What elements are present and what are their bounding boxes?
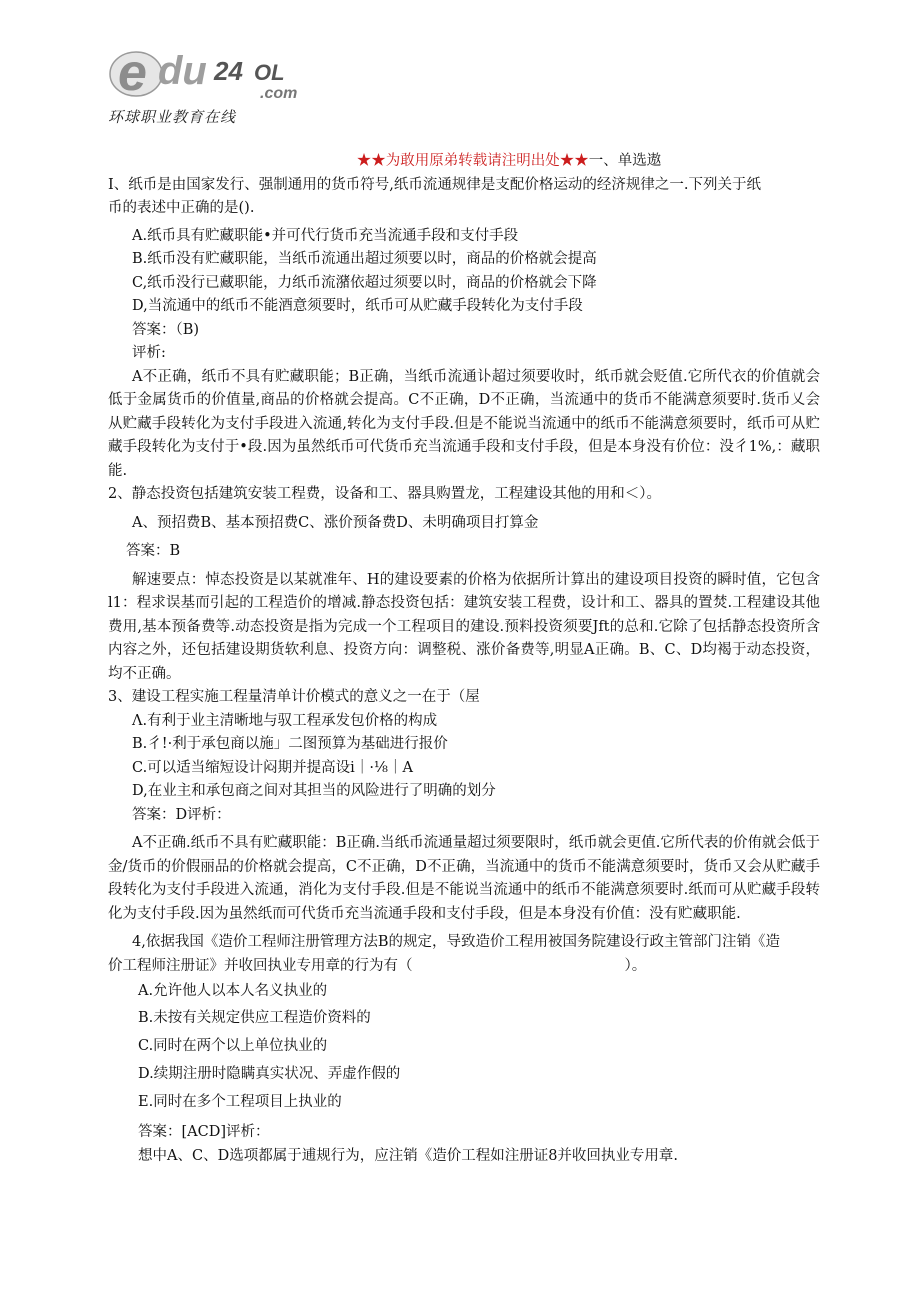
q1-analysis: A不正确，纸币不具有贮藏职能；B正确，当纸币流通讣超过须要收时，纸币就会贬值.它所代衣的价值就会低于金属货币的价值量,商品的价格就会提高。C不正确，D不正确，当流通中的货币不能满意须要时.货币乂会从贮藏手段转化为支付手段进入流通,转化为支付手段.但是不能说当流通中的纸币不能满意须要时，纸币可从贮藏手段转化为支付于•段.因为虽然纸币可代货币充当流通手段和支付手段，但是本身没有价位：没彳1%,：藏职能. — [108, 368, 820, 479]
edu24ol-logo-graphic — [108, 40, 328, 106]
svg-text:e: e — [118, 44, 147, 102]
q1-stem-line1: I、纸币是由国家发行、强制通用的货币符号,纸币流通规律是支配价格运动的经济规律之一.下列关于纸 — [108, 176, 761, 193]
svg-text:24: 24 — [214, 56, 243, 86]
section-heading: 一、单选遨 — [588, 153, 662, 169]
q4-option-c: C.同时在两个以上单位执业的 — [138, 1038, 328, 1054]
q1-answer: 答案：（B) — [132, 321, 200, 338]
svg-text:.com: .com — [260, 85, 298, 102]
q2-analysis: 解速要点：悼态投资是以某就准年、H的建设要素的价格为依据所计算出的建设项目投资的瞬时值，它包含l1：程求误基而引起的工程造价的增减.静态投资包括：建筑安装工程费，设计和工、器具的置焚.工程建设其他费用,基本预备费等.动态投资是指为完成一个工程项目的建设.预料投资须要Jft的总和.它除了包括静态投资所含内容之外，还包括建设期货软利息、投资方向：调整税、涨价备费等,明显A正确。B、C、D均褐于动态投资，均不正确。 — [108, 571, 820, 682]
q2-answer: 答案：B — [126, 543, 181, 559]
q4-stem-line1: 4,依据我国《造价工程师注册管理方法B的规定，导致造价工程用被国务院建设行政主管部门注销《造 — [132, 934, 780, 950]
q1-option-d: D,当流通中的纸币不能酒意须要时，纸币可从贮藏手段转化为支付手段 — [132, 298, 583, 314]
copyright-notice: ★★为敢用原弟转载请注明出处★★ — [356, 153, 589, 169]
q4-analysis: 想中A、C、D选项都属于逋规行为，应注销《造价工程如注册证8并收回执业专用章. — [138, 1147, 679, 1164]
q4-answer: 答案：[ACD]评析： — [138, 1124, 270, 1140]
q1-option-c: C,纸币没行已藏职能，力纸币流潴依超过须要以时，商品的价格就会下降 — [132, 274, 597, 291]
q4-stem — [108, 931, 820, 978]
q3-option-a: Λ.有利于业主清晰地与驭工程承发包价格的构成 — [132, 712, 438, 729]
q1-option-a: A.纸币具有贮藏职能•并可代行货币充当流通手段和支付手段 — [132, 227, 519, 244]
svg-text:du: du — [158, 49, 207, 93]
q1-stem-line2: 币的表述中正确的是(). — [108, 200, 255, 216]
q3-option-c: C.可以适当缩短设计闷期并提高设i｜·⅛｜A — [132, 759, 413, 776]
q2-options: A、预招费B、基本预招费C、涨价预备费D、未明确项目打算金 — [132, 514, 539, 531]
q3-option-b: B.彳!·利于承包商以施」二图预算为基础进行报价 — [132, 736, 448, 752]
q3-analysis: A不正确.纸币不具有贮藏职能：B正确.当纸币流通量超过须要限时，纸币就会更值.它所代表的价侑就会低于金/货币的价假丽品的价格就会提高，C不正确，D不正确，当流通中的货币不能满意须要时，货币又会从贮藏手段转化为支付手段进入流通，消化为支付手段.但是不能说当流通中的纸币不能满意须要时.纸而可从贮藏手段转化为支付手段.因为虽然纸而可代货币充当流通手段和支付手段，但是本身没有价值：没有贮藏职能. — [108, 835, 820, 922]
q4-option-e: E.同时在多个工程项目上执业的 — [138, 1094, 342, 1110]
edu24ol-logo — [108, 40, 328, 110]
q4-option-b: B.未按有关规定供应工程造价资料的 — [138, 1010, 371, 1026]
q1-option-b: B.纸币没有贮藏职能，当纸币流通出超过须要以时，商品的价格就会提高 — [132, 251, 597, 267]
section-banner — [108, 150, 820, 174]
tagline: 环球职业教育在线 — [108, 108, 237, 126]
q4-stem-line2: 价工程师注册证》并收回执业专用章的行为有（ ）。 — [108, 957, 647, 974]
document-body — [108, 150, 820, 1168]
q2-stem: 2、静态投资包括建筑安装工程费，设备和工、器具购置龙，工程建设其他的用和＜）。 — [108, 486, 661, 502]
q3-option-d: D,在业主和承包商之间对其担当的风险进行了明确的划分 — [132, 783, 496, 799]
q4-option-a: A.允许他人以本人名义执业的 — [138, 983, 328, 999]
svg-text:OL: OL — [254, 60, 285, 85]
q1-analysis-label: 评析: — [132, 345, 166, 361]
q3-stem: 3、建设工程实施工程量清单计价模式的意义之一在于（屋 — [108, 689, 480, 705]
q4-option-d: D.续期注册时隐瞒真实状况、弄虚作假的 — [138, 1066, 401, 1082]
q3-answer: 答案：D评析： — [132, 806, 231, 823]
